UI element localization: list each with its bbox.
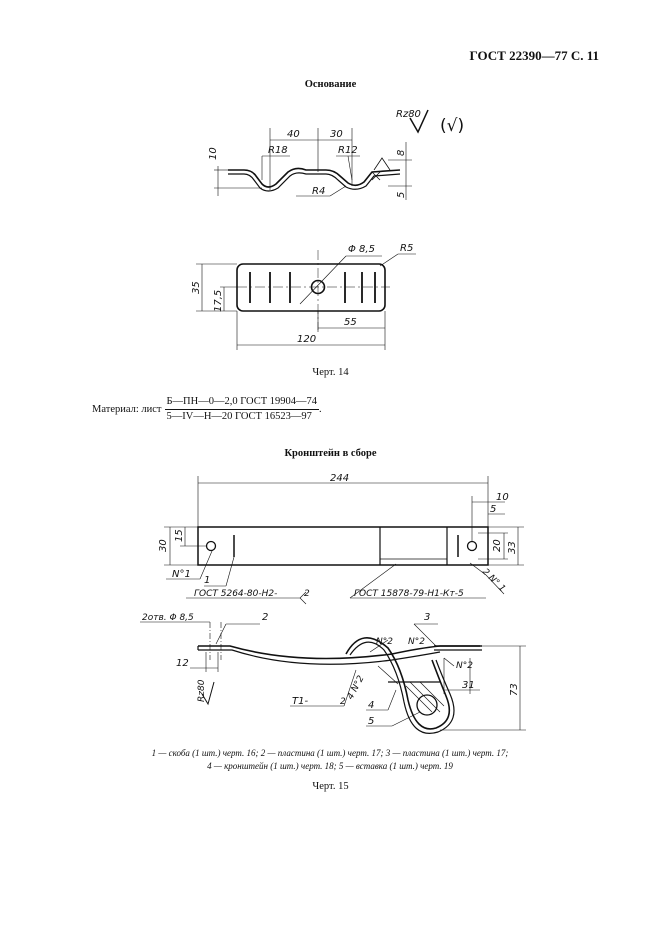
label-part-4: 4 <box>368 700 375 711</box>
dim-31: 31 <box>462 680 475 691</box>
dim-244: 244 <box>330 473 350 484</box>
dim-30: 30 <box>330 129 343 140</box>
weld-gost-right: ГОСТ 15878-79-Н1-Кт-5 <box>354 589 464 599</box>
dim-73: 73 <box>509 683 520 696</box>
fig15-caption: Черт. 15 <box>312 781 349 792</box>
label-4-n2: 4 N°2 <box>345 674 367 702</box>
dim-120: 120 <box>297 334 317 345</box>
weld-tri-2a: 2 <box>304 589 310 599</box>
material-suffix: . <box>319 404 322 415</box>
label-part-2: 2 <box>262 612 269 623</box>
holes-label: 2отв. Φ 8,5 <box>142 613 194 623</box>
fig15-legend <box>130 747 530 773</box>
label-n2-c: N°2 <box>456 661 473 671</box>
fig14-heading: Основание <box>304 79 357 90</box>
dim-10b: 10 <box>496 492 509 503</box>
dim-8: 8 <box>396 149 407 156</box>
radius-r12: R12 <box>338 145 358 156</box>
label-part-5: 5 <box>368 716 375 727</box>
weld-tri-2b: 2 <box>340 697 346 707</box>
label-n2-a: N°2 <box>376 637 393 647</box>
dim-40: 40 <box>287 129 300 140</box>
label-n1: N°1 <box>172 569 191 580</box>
dim-55: 55 <box>344 317 357 328</box>
fig15-heading: Кронштейн в сборе <box>284 448 377 459</box>
legend-line-2: 4 — кронштейн (1 шт.) черт. 18; 5 — вставка (1 шт.) черт. 19 <box>207 761 453 771</box>
label-part-3: 3 <box>424 612 431 623</box>
dim-20: 20 <box>492 539 503 552</box>
hole-right <box>468 542 477 551</box>
legend-line-1: 1 — скоба (1 шт.) черт. 16; 2 — пластина (1 шт.) черт. 17; 3 — пластина (1 шт.) черт. 17; <box>151 748 509 758</box>
material-denominator: 5—IV—Н—20 ГОСТ 16523—97 <box>166 411 312 422</box>
dim-15: 15 <box>174 529 185 542</box>
page-header: ГОСТ 22390—77 С. 11 <box>469 48 599 63</box>
dim-30b: 30 <box>158 539 169 552</box>
radius-r5: R5 <box>400 243 414 254</box>
material-prefix: Материал: лист <box>92 404 162 415</box>
roughness-label: Rz80 <box>396 109 421 120</box>
radius-r18: R18 <box>268 145 288 156</box>
material-numerator: Б—ПН—0—2,0 ГОСТ 19904—74 <box>165 396 320 410</box>
hole-left <box>207 542 216 551</box>
dim-35: 35 <box>191 281 202 294</box>
label-2-n1: 2 N° 1 <box>479 567 508 595</box>
weld-gost-left: ГОСТ 5264-80-Н2- <box>194 589 278 599</box>
dim-5b: 5 <box>490 504 497 515</box>
radius-r4: R4 <box>312 186 326 197</box>
dim-33: 33 <box>507 541 518 554</box>
rz-label: Rz80 <box>197 679 207 702</box>
roughness-paren: (√) <box>440 116 465 136</box>
label-part-1: 1 <box>204 575 211 586</box>
dim-12: 12 <box>176 658 189 669</box>
dim-17-5: 17,5 <box>213 289 224 312</box>
dim-5: 5 <box>396 191 407 198</box>
hole-diameter: Φ 8,5 <box>348 244 375 255</box>
weld-t1: Т1- <box>292 696 309 707</box>
dim-10: 10 <box>208 147 219 160</box>
fig14-caption: Черт. 14 <box>312 367 349 378</box>
label-n2-b: N°2 <box>408 637 425 647</box>
